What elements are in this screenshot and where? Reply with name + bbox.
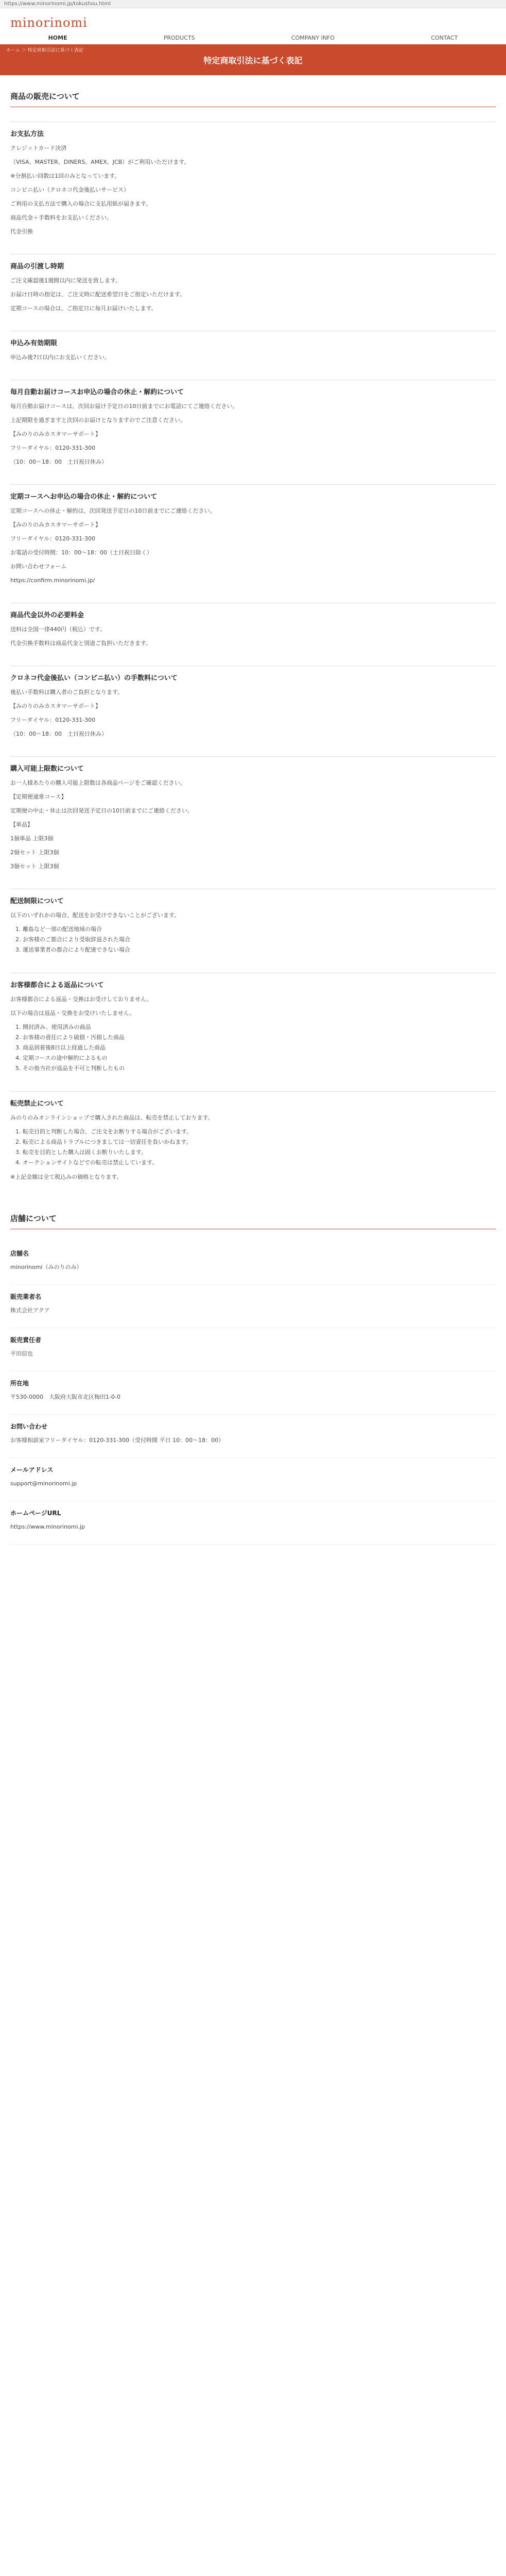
policy-text: フリーダイヤル：0120-331-300 — [10, 535, 96, 542]
policy-list-item: 1. 離島など一部の配送地域の場合 — [23, 924, 496, 935]
policy-section-title: 商品の引渡し時期 — [10, 263, 64, 270]
nav-home[interactable]: HOME — [48, 34, 67, 41]
policy-text: 2個セット 上限3個 — [10, 849, 59, 856]
policy-text: クレジットカード決済 — [10, 145, 67, 151]
store-info-value: minorinomi（みのりのみ） — [10, 1264, 82, 1270]
policy-text: 上記期限を過ぎますと次回のお届けとなりますのでご注意ください。 — [10, 417, 186, 423]
policy-section-title: 購入可能上限数について — [10, 765, 84, 773]
policy-text: 【みのりのみカスタマーサポート】 — [10, 521, 101, 528]
policy-list-item: 4. オークションサイトなどでの転売は禁止しています。 — [23, 1158, 496, 1168]
policy-section — [10, 484, 496, 585]
store-info-row — [10, 1371, 496, 1415]
policy-section — [10, 889, 496, 955]
policy-text: 定期コースへの休止・解約は、次回発送予定日の10日前までにご連絡ください。 — [10, 507, 216, 514]
policy-text: ご利用の支払方法で購入の場合に支払用紙が届きます。 — [10, 200, 152, 207]
store-info-value: 株式会社アクア — [10, 1307, 50, 1314]
policy-list-item: 4. 定期コースの途中解約によるもの — [23, 1053, 496, 1063]
policy-text: ※分割払い回数は1回のみとなっています。 — [10, 173, 120, 179]
policy-text: 申込み後7日以内にお支払いください。 — [10, 354, 110, 361]
policy-text: フリーダイヤル：0120-331-300 — [10, 445, 96, 451]
policy-text: 商品代金＋手数料をお支払いください。 — [10, 214, 112, 221]
store-info-label: 所在地 — [10, 1380, 29, 1387]
policy-text: ご注文確認後1週間以内に発送を致します。 — [10, 277, 121, 284]
policy-text: 【みのりのみカスタマーサポート】 — [10, 703, 101, 709]
policy-section — [10, 973, 496, 1074]
store-info-row — [10, 1501, 496, 1545]
policy-section-title: 商品代金以外の必要料金 — [10, 612, 84, 619]
policy-text: お電話の受付時間：10：00～18：00（土日祝日除く） — [10, 549, 152, 556]
store-head: 店舗について — [10, 1213, 496, 1229]
url-bar[interactable]: https://www.minorinomi.jp/tokushou.html — [0, 0, 506, 8]
policy-text: （10：00～18：00 土日祝日休み） — [10, 459, 107, 465]
section-list — [10, 122, 496, 1182]
logo[interactable]: minorinomi — [10, 15, 88, 30]
policy-text: 送料は全国一律440円（税込）です。 — [10, 626, 106, 633]
page-hero — [0, 44, 506, 75]
policy-list — [23, 1127, 496, 1168]
policy-section-title: 転売禁止について — [10, 1100, 64, 1108]
policy-text: 【単品】 — [10, 821, 33, 828]
policy-text: （10：00～18：00 土日祝日休み） — [10, 731, 107, 737]
policy-list-item: 3. 商品到着後8日以上経過した商品 — [23, 1043, 496, 1053]
policy-text: 代金引換手数料は商品代金と別途ご負担いただきます。 — [10, 640, 152, 647]
policy-list-item: 1. 転売目的と判断した場合、ご注文をお断りする場合がございます。 — [23, 1127, 496, 1137]
policy-list — [23, 1022, 496, 1074]
page-title: 特定商取引法に基づく表記 — [203, 56, 303, 65]
policy-section — [10, 122, 496, 236]
policy-text: フリーダイヤル：0120-331-300 — [10, 717, 96, 723]
store-info-value: https://www.minorinomi.jp — [10, 1523, 85, 1530]
policy-text: （VISA、MASTER、DINERS、AMEX、JCB）がご利用いただけます。 — [10, 159, 190, 165]
store-info-label: 販売責任者 — [10, 1336, 42, 1344]
policy-list — [23, 924, 496, 955]
policy-text: 後払い手数料は購入者のご負担となります。 — [10, 689, 124, 696]
policy-section — [10, 254, 496, 313]
main-nav — [0, 31, 506, 44]
policy-text: 1個単品 上限3個 — [10, 835, 54, 842]
nav-contact[interactable]: CONTACT — [431, 34, 458, 41]
store-info-value: 〒530-0000 大阪府大阪市北区梅田1-0-0 — [10, 1394, 120, 1400]
policy-section — [10, 756, 496, 871]
policy-text: 代金引換 — [10, 228, 33, 235]
policy-list-item: 2. お客様のご都合により受取辞退された場合 — [23, 935, 496, 945]
main-content — [0, 75, 506, 1545]
store-info-label: メールアドレス — [10, 1466, 54, 1473]
nav-company[interactable]: COMPANY INFO — [291, 34, 335, 41]
store-info-value: 平田信也 — [10, 1350, 33, 1357]
policy-text: 毎月自動お届けコースは、次回お届け予定日の10日前までにお電話にてご連絡ください。 — [10, 403, 238, 410]
store-info-label: ホームページURL — [10, 1510, 61, 1517]
policy-section-title: クロネコ代金後払い（コンビニ払い）の手数料について — [10, 674, 178, 682]
policy-list-item: 2. 転売による商品トラブルにつきましては一切責任を負いかねます。 — [23, 1137, 496, 1147]
store-info-row — [10, 1415, 496, 1458]
policy-text: 以下のいずれかの場合、配送をお受けできないことがございます。 — [10, 912, 180, 919]
policy-list-item: 1. 開封済み、使用済みの商品 — [23, 1022, 496, 1032]
policy-text: みのりのみオンラインショップで購入された商品は、転売を禁止しております。 — [10, 1114, 214, 1121]
policy-text: 【みのりのみカスタマーサポート】 — [10, 431, 101, 437]
policy-section — [10, 1091, 496, 1182]
breadcrumb[interactable]: ホーム ＞ 特定商取引法に基づく表記 — [6, 48, 83, 53]
site-header — [0, 8, 506, 44]
policy-list-item: 3. 転売を目的とした購入は固くお断りいたします。 — [23, 1147, 496, 1158]
policy-section-title: 定期コースへお申込の場合の休止・解約について — [10, 493, 158, 501]
store-info — [10, 1213, 496, 1545]
store-info-row — [10, 1458, 496, 1501]
store-info-value: お客様相談室フリーダイヤル：0120-331-300（受付時間 平日 10：00～18：00） — [10, 1437, 224, 1444]
policy-section — [10, 666, 496, 739]
policy-text: お問い合わせフォーム — [10, 563, 67, 570]
policy-note: ※上記金額は全て税込みの価格となります。 — [10, 1174, 123, 1180]
policy-section-title: お支払方法 — [10, 130, 44, 138]
policy-text: お届け日時の指定は、ご注文時に配送希望日をご指定いただけます。 — [10, 291, 186, 298]
policy-list-item: 2. お客様の責任により破損・汚損した商品 — [23, 1032, 496, 1043]
policy-text: 以下の場合は返品・交換をお受けいたしません。 — [10, 1010, 135, 1016]
store-info-label: 店舗名 — [10, 1250, 29, 1257]
store-info-row — [10, 1242, 496, 1285]
policy-list-item: 3. 運送事業者の都合により配達できない場合 — [23, 945, 496, 955]
policy-text: 定期便の中止・休止は次回発送予定日の10日前までにご連絡ください。 — [10, 807, 193, 814]
store-info-row — [10, 1285, 496, 1328]
policy-section — [10, 380, 496, 467]
store-info-value: support@minorinomi.jp — [10, 1480, 77, 1487]
section-head: 商品の販売について — [10, 91, 496, 107]
policy-section — [10, 603, 496, 648]
store-info-label: 販売業者名 — [10, 1293, 42, 1300]
store-info-label: お問い合わせ — [10, 1423, 48, 1430]
store-info-row — [10, 1328, 496, 1371]
policy-section-title: 申込み有効期限 — [10, 340, 58, 347]
store-items — [10, 1242, 496, 1545]
policy-text: 3個セット 上限3個 — [10, 863, 59, 870]
policy-list-item: 5. その他当社が返品を不可と判断したもの — [23, 1063, 496, 1074]
policy-section-title: 配送制限について — [10, 897, 64, 905]
nav-products[interactable]: PRODUCTS — [163, 34, 195, 41]
policy-text: お客様都合による返品・交換はお受けしておりません。 — [10, 996, 152, 1003]
policy-section-title: 毎月自動お届けコースお申込の場合の休止・解約について — [10, 388, 184, 396]
policy-text: 定期コースの場合は、ご指定日に毎月お届けいたします。 — [10, 305, 157, 312]
policy-section-title: お客様都合による返品について — [10, 981, 104, 989]
policy-text: お一人様あたりの購入可能上限数は各商品ページをご確認ください。 — [10, 779, 186, 786]
policy-text: コンビニ払い（クロネコ代金後払いサービス） — [10, 187, 129, 193]
policy-text: 【定期便通常コース】 — [10, 793, 67, 800]
policy-section — [10, 331, 496, 362]
policy-text: https://confirm.minorinomi.jp/ — [10, 577, 95, 584]
